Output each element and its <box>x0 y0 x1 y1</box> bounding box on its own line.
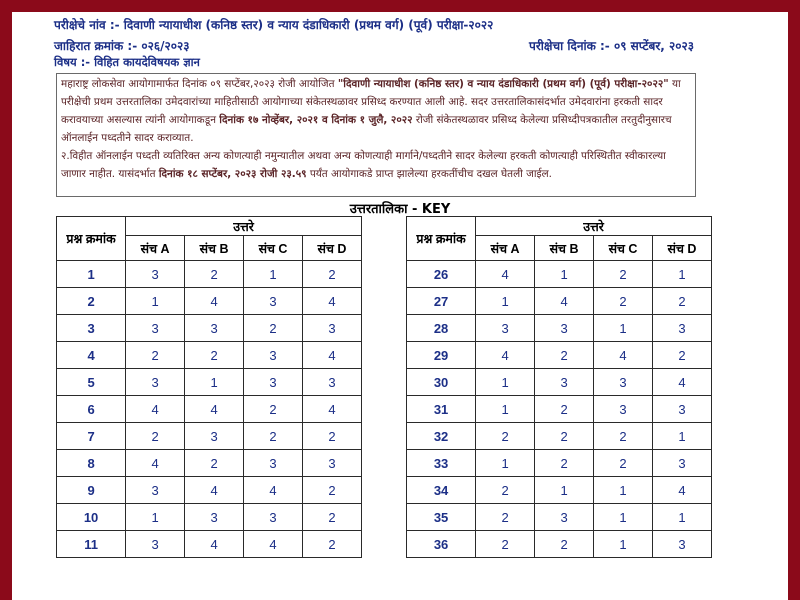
set-c-header: संच C <box>244 236 303 261</box>
notice-box <box>56 73 696 197</box>
answer-set-a: 4 <box>476 261 535 288</box>
answer-set-d: 4 <box>302 396 361 423</box>
answer-set-b: 2 <box>185 342 244 369</box>
notice-deadline: दिनांक १८ सप्टेंबर, २०२३ रोजी २३.५९ <box>158 168 307 180</box>
answer-set-d: 3 <box>302 315 361 342</box>
set-c-header: संच C <box>594 236 653 261</box>
key-title: उत्तरतालिका - KEY <box>349 202 451 217</box>
table-row <box>57 423 362 450</box>
answer-set-a: 4 <box>476 342 535 369</box>
answer-set-a: 3 <box>126 531 185 558</box>
table-row <box>57 369 362 396</box>
question-number: 11 <box>57 531 126 558</box>
answer-set-b: 2 <box>535 423 594 450</box>
answer-set-a: 3 <box>476 315 535 342</box>
question-number: 3 <box>57 315 126 342</box>
answer-set-d: 3 <box>652 531 711 558</box>
question-number-header: प्रश्न क्रमांक <box>407 217 476 261</box>
answer-table-left <box>56 216 362 558</box>
table-row <box>407 396 712 423</box>
table-row <box>407 477 712 504</box>
answer-set-d: 2 <box>652 342 711 369</box>
answer-set-a: 1 <box>476 288 535 315</box>
answer-set-d: 1 <box>652 261 711 288</box>
answer-set-c: 3 <box>594 369 653 396</box>
advt-date-row <box>54 37 694 54</box>
answer-set-b: 3 <box>185 504 244 531</box>
answer-set-a: 1 <box>476 369 535 396</box>
table-row <box>57 504 362 531</box>
answer-set-d: 4 <box>302 288 361 315</box>
answer-set-a: 2 <box>476 477 535 504</box>
answer-set-c: 4 <box>244 477 303 504</box>
answer-set-a: 2 <box>126 423 185 450</box>
answer-set-b: 1 <box>185 369 244 396</box>
answer-set-b: 4 <box>185 288 244 315</box>
set-d-header: संच D <box>652 236 711 261</box>
question-number: 32 <box>407 423 476 450</box>
notice-text: पर्यंत आयोगाकडे प्राप्त झालेल्या हरकतींचीच दखल घेतली जाईल. <box>306 168 552 180</box>
answer-set-b: 2 <box>535 396 594 423</box>
answer-set-a: 1 <box>126 504 185 531</box>
table-row <box>407 261 712 288</box>
question-number: 28 <box>407 315 476 342</box>
answer-set-d: 4 <box>652 477 711 504</box>
table-row <box>57 450 362 477</box>
answer-set-b: 1 <box>535 477 594 504</box>
answer-set-b: 4 <box>535 288 594 315</box>
table-row <box>57 396 362 423</box>
notice-text: या परीक्षेची प्रथम उत्तरतालिका उमेदवारांच्या माहितीसाठी आयोगाच्या संकेतस्थळावर प्रसिध्द करण्यात आली आहे. सदर उत्तरतालिकासंदर्भात उमेदवारांना हरकती सादर करावयाच्या असल्यास त्यांनी आयोगाकडून <box>61 78 681 126</box>
answer-set-c: 3 <box>244 342 303 369</box>
exam-name: परीक्षेचे नांव :- दिवाणी न्यायाधीश (कनिष्ठ स्तर) व न्याय दंडाधिकारी (प्रथम वर्ग) (पूर्व) परीक्षा-२०२२ <box>54 18 494 32</box>
answer-set-a: 3 <box>126 315 185 342</box>
answer-set-c: 2 <box>244 396 303 423</box>
exam-date: परीक्षेचा दिनांक :- ०९ सप्टेंबर, २०२३ <box>529 39 694 53</box>
question-number: 29 <box>407 342 476 369</box>
notice-text: २.विहीत ऑनलाईन पध्दती व्यतिरिक्त अन्य कोणत्याही नमुन्यातील अथवा अन्य कोणत्याही मार्गाने/पध्दतीने सादर केलेल्या हरकती कोणत्याही परिस्थितीत स्वीकारल्या जाणार नाहीत. यासंदर्भात <box>61 150 666 180</box>
table-row <box>57 531 362 558</box>
answer-set-a: 2 <box>476 531 535 558</box>
answer-set-b: 3 <box>535 315 594 342</box>
notice-text: रोजी संकेतस्थळावर प्रसिध्द केलेल्या प्रसिध्दीपत्रकातील तरतुदीनुसारच ऑनलाईन पध्दतीने सादर कराव्यात. <box>61 114 672 144</box>
answer-set-b: 2 <box>535 450 594 477</box>
answers-header: उत्तरे <box>476 217 712 236</box>
question-number: 8 <box>57 450 126 477</box>
answer-set-d: 2 <box>302 504 361 531</box>
answer-set-d: 3 <box>302 369 361 396</box>
question-number: 6 <box>57 396 126 423</box>
answer-set-b: 4 <box>185 396 244 423</box>
question-number: 26 <box>407 261 476 288</box>
answer-set-c: 3 <box>244 504 303 531</box>
advertisement-number: जाहिरात क्रमांक :- ०२६/२०२३ <box>54 39 190 53</box>
answer-set-d: 2 <box>302 261 361 288</box>
question-number: 33 <box>407 450 476 477</box>
answer-set-a: 4 <box>126 450 185 477</box>
set-d-header: संच D <box>302 236 361 261</box>
answer-set-d: 1 <box>652 423 711 450</box>
answers-header: उत्तरे <box>126 217 362 236</box>
answer-key-page <box>12 12 788 600</box>
answer-set-a: 1 <box>126 288 185 315</box>
answer-set-b: 3 <box>185 315 244 342</box>
answer-set-d: 2 <box>652 288 711 315</box>
answer-set-d: 3 <box>652 396 711 423</box>
notice-exam-name: "दिवाणी न्यायाधीश (कनिष्ठ स्तर) व न्याय दंडाधिकारी (प्रथम वर्ग) (पूर्व) परीक्षा-२०२२" <box>337 78 669 90</box>
answer-set-c: 4 <box>594 342 653 369</box>
question-number: 36 <box>407 531 476 558</box>
table-row <box>57 342 362 369</box>
answer-set-b: 2 <box>535 531 594 558</box>
answer-set-a: 2 <box>126 342 185 369</box>
table-row <box>407 423 712 450</box>
table-row <box>57 315 362 342</box>
question-number: 5 <box>57 369 126 396</box>
question-number: 35 <box>407 504 476 531</box>
answer-set-a: 3 <box>126 261 185 288</box>
question-number: 7 <box>57 423 126 450</box>
question-number: 1 <box>57 261 126 288</box>
answer-set-b: 3 <box>185 423 244 450</box>
answer-set-d: 3 <box>652 315 711 342</box>
answer-set-c: 3 <box>244 288 303 315</box>
question-number: 31 <box>407 396 476 423</box>
answer-set-c: 2 <box>244 315 303 342</box>
answer-set-d: 3 <box>652 450 711 477</box>
answer-set-c: 1 <box>594 315 653 342</box>
table-row <box>57 261 362 288</box>
question-number: 27 <box>407 288 476 315</box>
answer-set-d: 4 <box>302 342 361 369</box>
table-row <box>407 531 712 558</box>
answer-set-b: 4 <box>185 477 244 504</box>
answer-set-d: 3 <box>302 450 361 477</box>
answer-set-a: 3 <box>126 369 185 396</box>
answer-set-b: 4 <box>185 531 244 558</box>
answer-set-a: 3 <box>126 477 185 504</box>
answer-set-a: 2 <box>476 504 535 531</box>
table-row <box>407 342 712 369</box>
table-row <box>57 477 362 504</box>
answer-set-b: 2 <box>185 261 244 288</box>
question-number: 9 <box>57 477 126 504</box>
answer-set-b: 1 <box>535 261 594 288</box>
answer-set-b: 3 <box>535 504 594 531</box>
subject: विषय :- विहित कायदेविषयक ज्ञान <box>54 55 200 69</box>
answer-set-d: 1 <box>652 504 711 531</box>
answer-set-a: 2 <box>476 423 535 450</box>
question-number: 34 <box>407 477 476 504</box>
answer-set-c: 1 <box>594 504 653 531</box>
answer-set-d: 4 <box>652 369 711 396</box>
answer-set-c: 2 <box>244 423 303 450</box>
table-row <box>407 504 712 531</box>
answer-set-b: 2 <box>535 342 594 369</box>
answer-set-c: 2 <box>594 288 653 315</box>
table-row <box>407 369 712 396</box>
question-number: 10 <box>57 504 126 531</box>
answer-set-c: 4 <box>244 531 303 558</box>
answer-set-c: 1 <box>594 477 653 504</box>
table-row <box>57 288 362 315</box>
answer-set-c: 1 <box>594 531 653 558</box>
answer-set-d: 2 <box>302 531 361 558</box>
answer-set-c: 2 <box>594 423 653 450</box>
question-number: 2 <box>57 288 126 315</box>
notice-text: महाराष्ट्र लोकसेवा आयोगामार्फत दिनांक ०९ सप्टेंबर,२०२३ रोजी आयोजित <box>61 78 338 90</box>
answer-set-a: 4 <box>126 396 185 423</box>
answer-set-a: 1 <box>476 396 535 423</box>
question-number: 30 <box>407 369 476 396</box>
table-row <box>407 288 712 315</box>
question-number-header: प्रश्न क्रमांक <box>57 217 126 261</box>
answer-set-c: 1 <box>244 261 303 288</box>
answer-set-c: 3 <box>244 369 303 396</box>
set-b-header: संच B <box>185 236 244 261</box>
answer-set-a: 1 <box>476 450 535 477</box>
answer-set-c: 3 <box>244 450 303 477</box>
answer-table-right <box>406 216 712 558</box>
table-row <box>407 315 712 342</box>
answer-set-b: 2 <box>185 450 244 477</box>
answer-set-c: 2 <box>594 450 653 477</box>
set-a-header: संच A <box>476 236 535 261</box>
answer-set-d: 2 <box>302 423 361 450</box>
notice-dates: दिनांक १७ नोव्हेंबर, २०२१ व दिनांक १ जुलै, २०२२ <box>219 114 413 126</box>
question-number: 4 <box>57 342 126 369</box>
table-row <box>407 450 712 477</box>
answer-set-d: 2 <box>302 477 361 504</box>
set-a-header: संच A <box>126 236 185 261</box>
set-b-header: संच B <box>535 236 594 261</box>
answer-set-c: 3 <box>594 396 653 423</box>
answer-set-c: 2 <box>594 261 653 288</box>
answer-set-b: 3 <box>535 369 594 396</box>
